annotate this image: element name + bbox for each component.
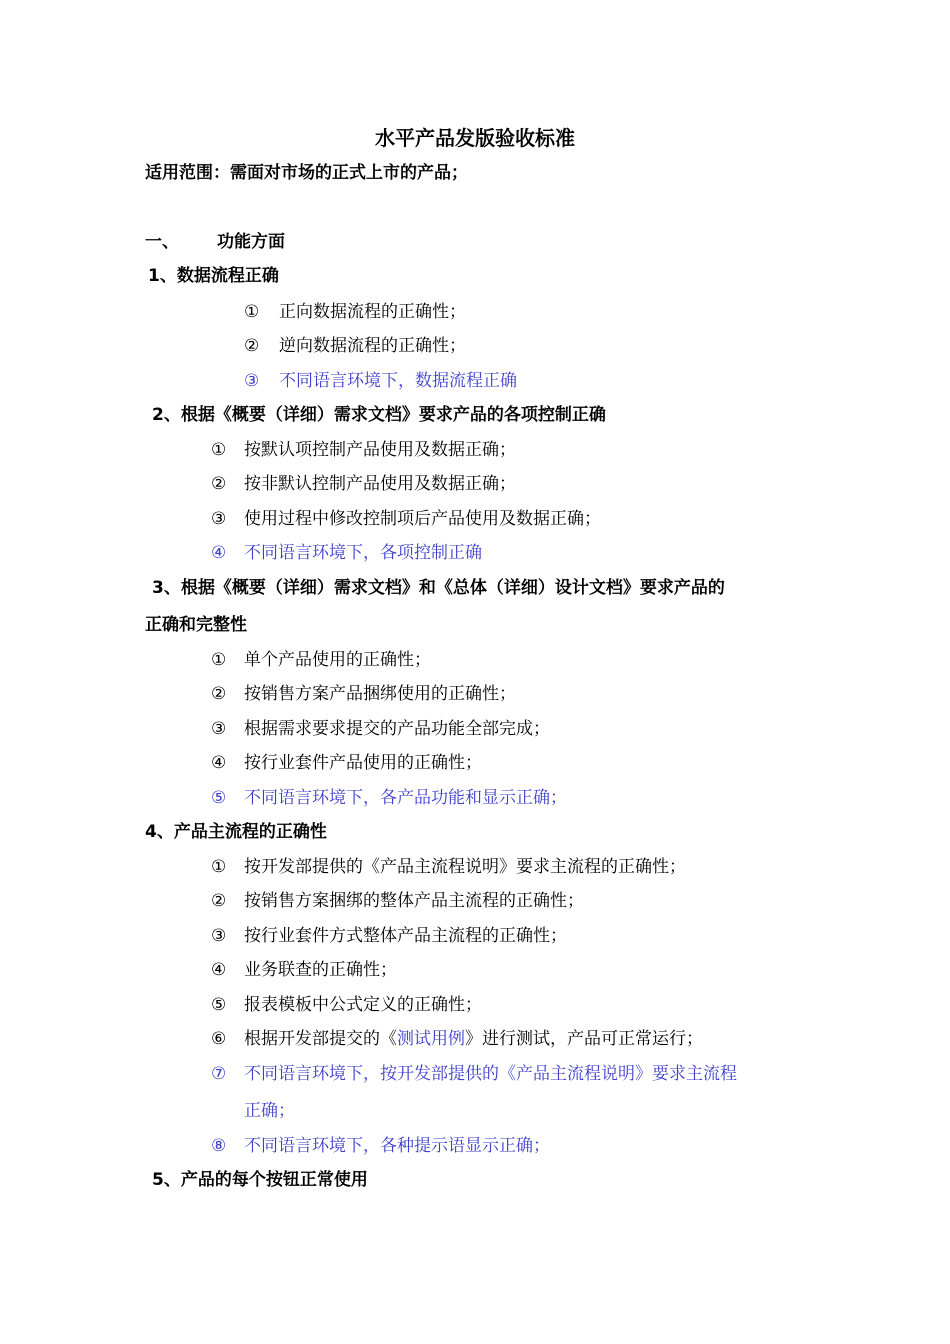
list-item: ④ 业务联查的正确性； xyxy=(211,960,397,980)
section-heading xyxy=(145,231,285,253)
list-item: ⑧ 不同语言环境下，各种提示语显示正确； xyxy=(211,1136,550,1156)
item-2-heading: 2、根据《概要（详细）需求文档》要求产品的各项控制正确 xyxy=(152,405,606,425)
list-item: ① 按默认项控制产品使用及数据正确； xyxy=(211,440,516,460)
item-5-heading: 5、产品的每个按钮正常使用 xyxy=(152,1170,368,1190)
page-title: 水平产品发版验收标准 xyxy=(375,126,575,150)
list-item: ② 按销售方案捆绑的整体产品主流程的正确性； xyxy=(211,891,584,911)
list-item: ② 按非默认控制产品使用及数据正确； xyxy=(211,474,516,494)
list-item: ③ 不同语言环境下，数据流程正确 xyxy=(244,371,517,391)
list-item: ④ 不同语言环境下，各项控制正确 xyxy=(211,543,482,563)
section-number: 一、 xyxy=(145,232,179,252)
list-item: ① 正向数据流程的正确性； xyxy=(244,302,466,322)
list-item: ⑤ 不同语言环境下，各产品功能和显示正确； xyxy=(211,788,567,808)
item-3-heading: 3、根据《概要（详细）需求文档》和《总体（详细）设计文档》要求产品的 xyxy=(152,578,725,598)
item-3-heading-cont: 正确和完整性 xyxy=(145,615,247,635)
list-item: ④ 按行业套件产品使用的正确性； xyxy=(211,753,482,773)
list-item: ③ 按行业套件方式整体产品主流程的正确性； xyxy=(211,926,567,946)
item-1-heading: 1、数据流程正确 xyxy=(148,266,279,286)
list-item: ① 按开发部提供的《产品主流程说明》要求主流程的正确性； xyxy=(211,857,686,877)
list-item: ⑤ 报表模板中公式定义的正确性； xyxy=(211,995,482,1015)
list-item: ② 逆向数据流程的正确性； xyxy=(244,336,466,356)
scope-line: 适用范围：需面对市场的正式上市的产品； xyxy=(145,163,468,183)
item-4-heading: 4、产品主流程的正确性 xyxy=(145,822,327,842)
section-title: 功能方面 xyxy=(217,232,285,252)
list-item: ⑥ 根据开发部提交的《测试用例》进行测试，产品可正常运行； xyxy=(211,1029,703,1049)
list-item: ① 单个产品使用的正确性； xyxy=(211,650,431,670)
list-item: ⑦ 不同语言环境下，按开发部提供的《产品主流程说明》要求主流程 xyxy=(211,1064,737,1084)
test-case-link: 测试用例 xyxy=(397,1029,465,1049)
list-item-cont: 正确； xyxy=(244,1101,295,1121)
list-item: ③ 根据需求要求提交的产品功能全部完成； xyxy=(211,719,550,739)
list-item: ③ 使用过程中修改控制项后产品使用及数据正确； xyxy=(211,509,601,529)
list-item: ② 按销售方案产品捆绑使用的正确性； xyxy=(211,684,516,704)
